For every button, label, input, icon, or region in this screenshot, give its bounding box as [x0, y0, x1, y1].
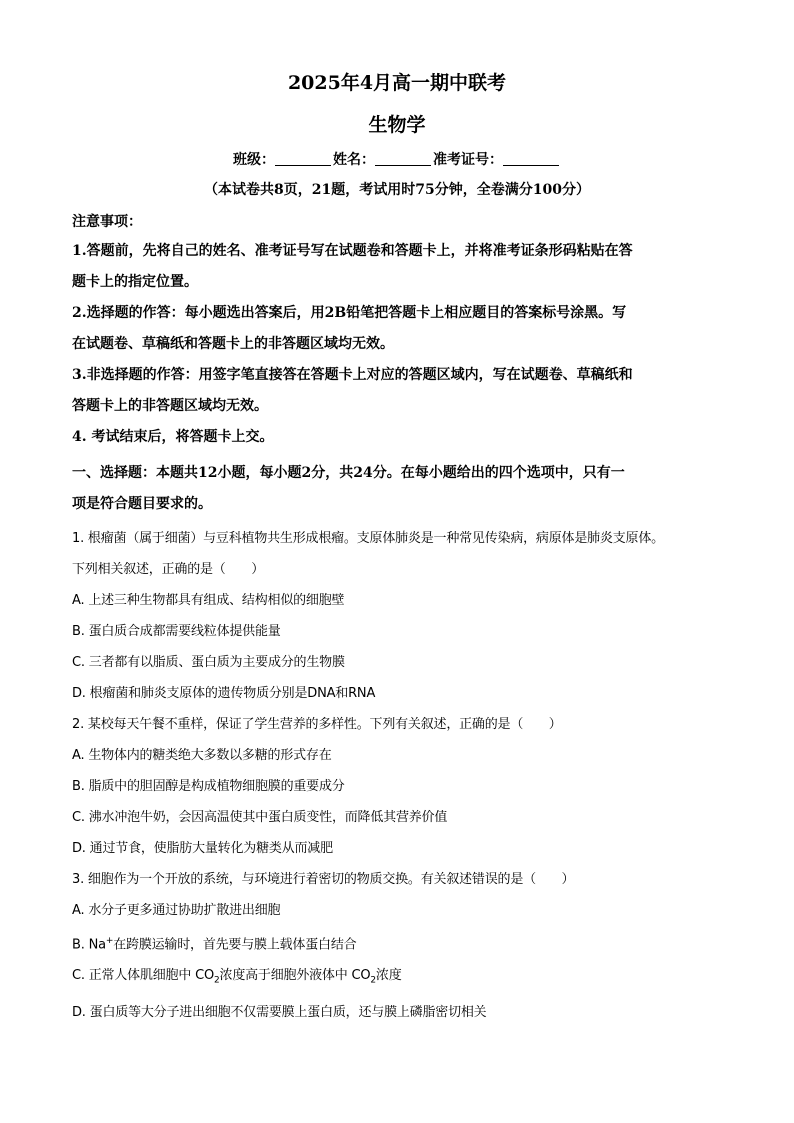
class-label: 班级： — [233, 152, 275, 168]
student-info-line — [0, 150, 794, 170]
question-2-option-b: B. 脂质中的胆固醇是构成植物细胞膜的重要成分 — [72, 779, 345, 794]
question-1-option-c: C. 三者都有以脂质、蛋白质为主要成分的生物膜 — [72, 655, 345, 670]
option-c-subscript-2: 2 — [370, 975, 376, 986]
note-line: 在试题卷、草稿纸和答题卡上的非答题区域均无效。 — [72, 336, 394, 352]
name-label: 姓名： — [333, 152, 375, 168]
option-c-text-pre: C. 正常人体肌细胞中 CO — [72, 968, 214, 984]
note-line: 题卡上的指定位置。 — [72, 274, 198, 290]
section-heading — [72, 458, 722, 520]
question-1-option-d: D. 根瘤菌和肺炎支原体的遗传物质分别是DNA和RNA — [72, 686, 376, 701]
question-3-option-d: D. 蛋白质等大分子进出细胞不仅需要膜上蛋白质，还与膜上磷脂密切相关 — [72, 1004, 487, 1020]
class-blank — [275, 151, 331, 166]
note-line: 1.答题前，先将自己的姓名、准考证号写在试题卷和答题卡上，并将准考证条形码粘贴在答 — [72, 243, 633, 259]
section-line: 项是符合题目要求的。 — [72, 496, 212, 512]
name-blank — [375, 151, 431, 166]
option-c-subscript-1: 2 — [213, 975, 220, 986]
option-b-text-post: 在跨膜运输时，首先要与膜上载体蛋白结合 — [113, 937, 357, 953]
question-1-stem: 1. 根瘤菌（属于细菌）与豆科植物共生形成根瘤。支原体肺炎是一种常见传染病，病原体是肺炎支原体。 — [72, 531, 664, 546]
question-2-option-d: D. 通过节食，使脂肪大量转化为糖类从而减肥 — [72, 841, 333, 856]
subject-title: 生物学 — [368, 114, 426, 136]
question-3-option-c — [72, 960, 722, 997]
question-2-stem: 2. 某校每天午餐不重样，保证了学生营养的多样性。下列有关叙述，正确的是（ ） — [72, 717, 562, 732]
question-2-option-a: A. 生物体内的糖类绝大多数以多糖的形式存在 — [72, 748, 332, 763]
option-b-superscript: + — [105, 936, 114, 946]
option-b-text-pre: B. Na — [72, 937, 106, 953]
question-1-option-a: A. 上述三种生物都具有组成、结构相似的细胞壁 — [72, 593, 345, 608]
exam-title: 2025年4月高一期中联考 — [287, 72, 507, 94]
question-1-option-b: B. 蛋白质合成都需要线粒体提供能量 — [72, 624, 281, 639]
question-3-stem: 3. 细胞作为一个开放的系统，与环境进行着密切的物质交换。有关叙述错误的是（ ） — [72, 872, 575, 887]
id-blank — [503, 151, 559, 166]
question-3-option-b — [72, 926, 722, 960]
id-label: 准考证号： — [433, 152, 503, 168]
notes-title: 注意事项： — [72, 214, 142, 230]
note-line: 3.非选择题的作答：用签字笔直接答在答题卡上对应的答题区域内，写在试题卷、草稿纸和 — [72, 367, 633, 383]
exam-info: （本试卷共8页，21题，考试用时75分钟，全卷满分100分） — [204, 182, 590, 198]
notes-block — [72, 212, 722, 453]
question-1-stem-cont: 下列相关叙述，正确的是（ ） — [72, 562, 265, 577]
note-line: 4. 考试结束后，将答题卡上交。 — [72, 429, 274, 445]
question-3-option-a: A. 水分子更多通过协助扩散进出细胞 — [72, 903, 281, 918]
note-line: 答题卡上的非答题区域均无效。 — [72, 398, 268, 414]
option-c-text-mid: 浓度高于细胞外液体中 CO — [219, 968, 371, 984]
option-c-text-post: 浓度 — [375, 968, 402, 984]
questions-block — [72, 523, 722, 1028]
section-line: 一、选择题：本题共12小题，每小题2分，共24分。在每小题给出的四个选项中，只有一 — [72, 465, 625, 481]
note-line: 2.选择题的作答：每小题选出答案后，用2B铅笔把答题卡上相应题目的答案标号涂黑。写 — [72, 305, 627, 321]
question-2-option-c: C. 沸水冲泡牛奶，会因高温使其中蛋白质变性，而降低其营养价值 — [72, 810, 448, 825]
